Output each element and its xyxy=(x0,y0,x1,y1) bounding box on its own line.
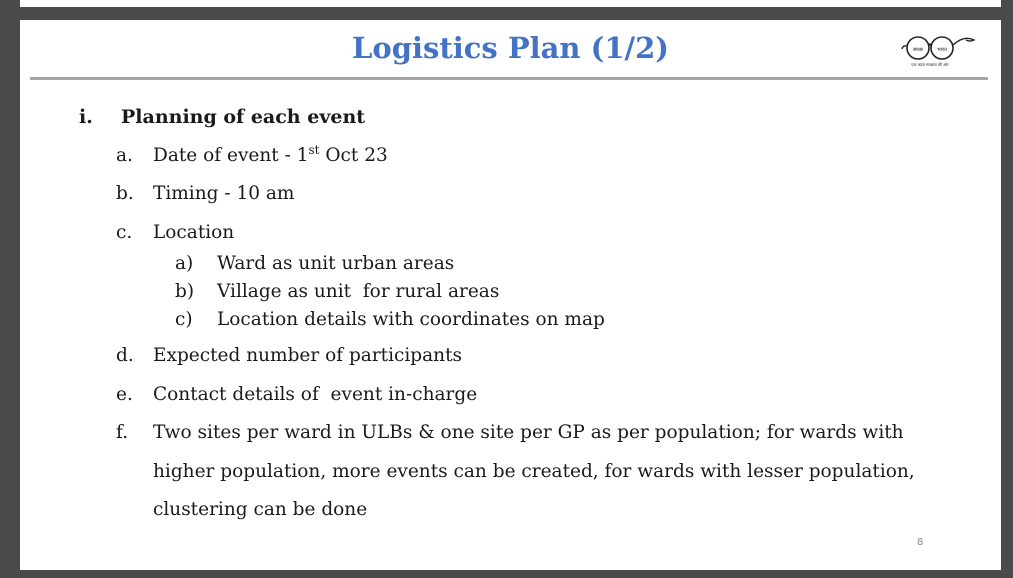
swachh-bharat-logo xyxy=(900,31,976,71)
list-marker-c: c. xyxy=(116,222,133,243)
previous-slide-edge xyxy=(20,0,1001,7)
list-marker-d: d. xyxy=(116,345,134,366)
sub-item-coordinates: Location details with coordinates on map xyxy=(217,309,605,330)
section-marker: i. xyxy=(79,106,93,128)
list-marker-f: f. xyxy=(116,422,129,443)
list-item-location: Location xyxy=(153,222,235,243)
spectacles-icon xyxy=(900,31,976,71)
section-heading: Planning of each event xyxy=(121,106,366,128)
svg-text:स्वच्छ: स्वच्छ xyxy=(912,47,924,53)
sub-marker-a: a) xyxy=(175,253,194,274)
list-item-sites-line-2: higher population, more events can be created, for wards with lesser population, xyxy=(153,461,915,482)
svg-text:भारत: भारत xyxy=(937,47,947,53)
sub-item-ward: Ward as unit urban areas xyxy=(217,253,455,274)
title-underline xyxy=(30,77,988,80)
svg-text:एक कदम स्वच्छता की ओर: एक कदम स्वच्छता की ओर xyxy=(911,62,949,67)
slide xyxy=(20,20,1001,570)
list-item-sites-line-1: Two sites per ward in ULBs & one site per GP as per population; for wards with xyxy=(153,422,904,443)
list-item-event-date: Date of event - 1st Oct 23 xyxy=(153,142,388,166)
list-marker-e: e. xyxy=(116,384,133,405)
list-item-timing: Timing - 10 am xyxy=(153,183,295,204)
list-item-sites-line-3: clustering can be done xyxy=(153,499,368,520)
sub-marker-c: c) xyxy=(175,309,193,330)
sub-marker-b: b) xyxy=(175,281,195,302)
slide-title: Logistics Plan (1/2) xyxy=(351,31,670,65)
sub-item-village: Village as unit for rural areas xyxy=(217,281,500,302)
list-marker-b: b. xyxy=(116,183,134,204)
list-item-contact: Contact details of event in-charge xyxy=(153,384,478,405)
list-item-participants: Expected number of participants xyxy=(153,345,463,366)
page-number: 8 xyxy=(917,537,924,548)
list-marker-a: a. xyxy=(116,145,133,166)
